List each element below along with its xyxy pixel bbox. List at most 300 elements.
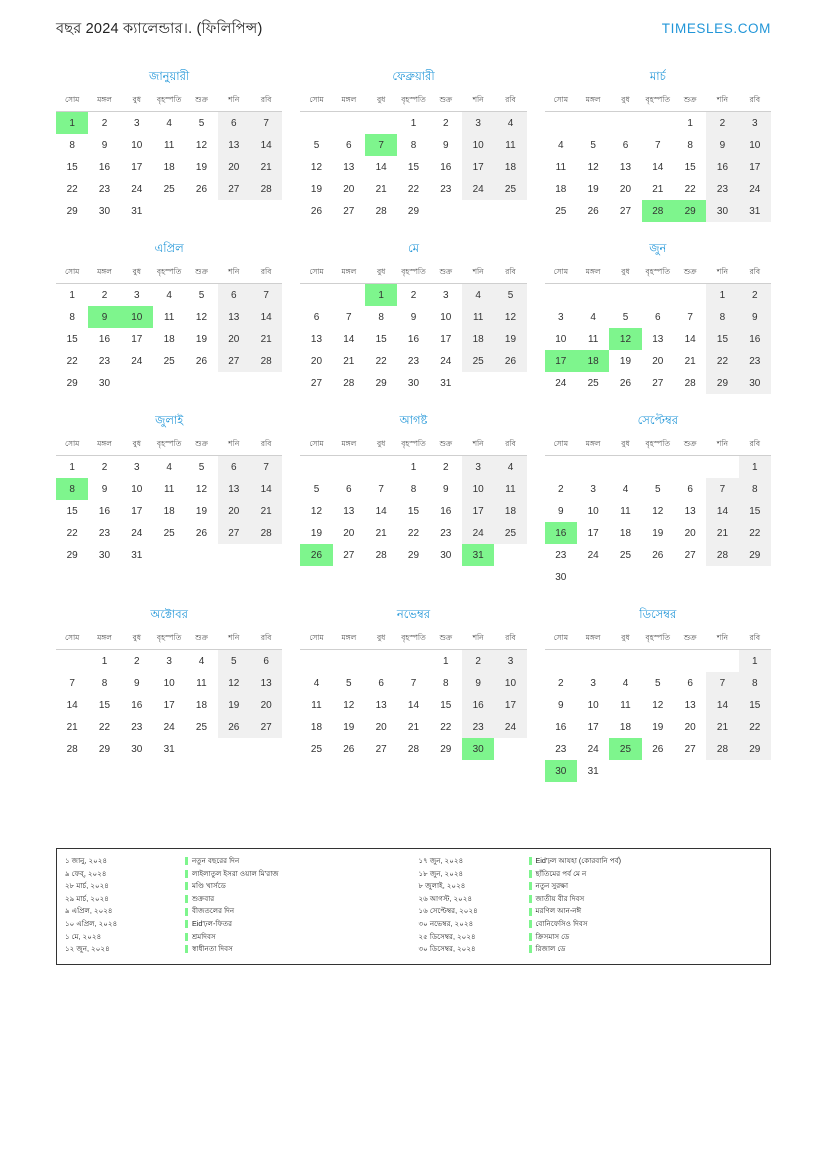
day-cell[interactable]: 6 — [346, 483, 352, 495]
day-cell-holiday[interactable]: 29 — [674, 200, 706, 222]
day-cell[interactable]: 7 — [378, 483, 384, 495]
day-cell[interactable]: 23 — [462, 716, 494, 738]
day-cell[interactable]: 20 — [343, 183, 355, 195]
day-cell[interactable]: 10 — [587, 699, 599, 711]
day-cell[interactable]: 5 — [655, 677, 661, 689]
day-cell[interactable]: 19 — [218, 694, 250, 716]
day-cell[interactable]: 26 — [619, 377, 632, 389]
day-cell[interactable]: 11 — [620, 699, 631, 711]
day-cell[interactable]: 3 — [590, 483, 596, 495]
day-cell[interactable]: 12 — [195, 311, 208, 323]
day-cell[interactable]: 28 — [375, 205, 387, 217]
day-cell[interactable]: 12 — [494, 306, 526, 328]
day-cell[interactable]: 24 — [587, 743, 599, 755]
day-cell[interactable]: 17 — [131, 333, 143, 345]
day-cell[interactable]: 25 — [587, 377, 599, 389]
day-cell[interactable]: 5 — [622, 311, 629, 323]
day-cell[interactable]: 26 — [310, 205, 323, 217]
day-cell[interactable]: 6 — [218, 284, 250, 307]
day-cell[interactable]: 7 — [250, 284, 282, 307]
day-cell[interactable]: 30 — [98, 205, 111, 217]
day-cell[interactable]: 14 — [66, 699, 78, 711]
day-cell[interactable]: 4 — [494, 456, 526, 479]
day-cell[interactable]: 4 — [622, 677, 629, 689]
day-cell[interactable]: 25 — [494, 178, 526, 200]
day-cell[interactable]: 3 — [166, 655, 172, 667]
day-cell[interactable]: 30 — [131, 743, 143, 755]
day-cell[interactable]: 29 — [739, 738, 771, 760]
day-cell[interactable]: 13 — [375, 699, 387, 711]
day-cell[interactable]: 15 — [407, 161, 420, 173]
day-cell[interactable]: 22 — [98, 721, 111, 733]
day-cell[interactable]: 15 — [66, 505, 78, 517]
day-cell[interactable]: 9 — [134, 677, 140, 689]
day-cell[interactable]: 9 — [101, 483, 108, 495]
day-cell[interactable]: 3 — [443, 289, 449, 301]
day-cell[interactable]: 21 — [375, 183, 387, 195]
day-cell[interactable]: 4 — [494, 112, 526, 135]
day-cell[interactable]: 18 — [195, 699, 208, 711]
day-cell[interactable]: 23 — [131, 721, 143, 733]
day-cell[interactable]: 1 — [410, 117, 417, 129]
day-cell[interactable]: 4 — [590, 311, 596, 323]
day-cell[interactable]: 13 — [250, 672, 282, 694]
day-cell[interactable]: 13 — [218, 478, 250, 500]
day-cell[interactable]: 27 — [343, 205, 355, 217]
day-cell[interactable]: 8 — [410, 483, 417, 495]
day-cell[interactable]: 7 — [69, 677, 75, 689]
day-cell-holiday[interactable]: 1 — [365, 284, 397, 307]
day-cell-holiday[interactable]: 31 — [462, 544, 494, 566]
day-cell[interactable]: 5 — [313, 483, 320, 495]
day-cell[interactable]: 20 — [218, 156, 250, 178]
day-cell[interactable]: 4 — [313, 677, 320, 689]
day-cell[interactable]: 16 — [462, 694, 494, 716]
day-cell[interactable]: 2 — [462, 650, 494, 673]
day-cell[interactable]: 20 — [310, 355, 323, 367]
day-cell[interactable]: 2 — [101, 461, 108, 473]
day-cell[interactable]: 24 — [587, 549, 599, 561]
day-cell[interactable]: 18 — [619, 721, 632, 733]
day-cell[interactable]: 19 — [343, 721, 355, 733]
day-cell[interactable]: 11 — [196, 677, 207, 689]
day-cell[interactable]: 20 — [218, 500, 250, 522]
day-cell[interactable]: 1 — [101, 655, 108, 667]
day-cell[interactable]: 6 — [655, 311, 661, 323]
day-cell-holiday[interactable]: 10 — [121, 306, 153, 328]
day-cell[interactable]: 15 — [66, 333, 78, 345]
day-cell[interactable]: 21 — [66, 721, 78, 733]
day-cell[interactable]: 13 — [684, 699, 696, 711]
day-cell[interactable]: 9 — [101, 139, 108, 151]
day-cell[interactable]: 31 — [587, 765, 599, 777]
day-cell[interactable]: 24 — [462, 178, 494, 200]
day-cell[interactable]: 1 — [410, 461, 417, 473]
day-cell-holiday[interactable]: 26 — [300, 544, 332, 566]
day-cell[interactable]: 8 — [739, 478, 771, 500]
day-cell[interactable]: 6 — [218, 112, 250, 135]
day-cell[interactable]: 23 — [407, 355, 420, 367]
day-cell[interactable]: 27 — [684, 549, 696, 561]
day-cell[interactable]: 16 — [98, 161, 111, 173]
day-cell[interactable]: 1 — [443, 655, 449, 667]
day-cell[interactable]: 9 — [706, 134, 738, 156]
day-cell[interactable]: 26 — [343, 743, 355, 755]
day-cell[interactable]: 13 — [684, 505, 696, 517]
day-cell[interactable]: 2 — [410, 289, 417, 301]
day-cell[interactable]: 30 — [706, 200, 738, 222]
day-cell[interactable]: 7 — [346, 311, 352, 323]
day-cell[interactable]: 12 — [310, 505, 323, 517]
day-cell[interactable]: 4 — [558, 139, 564, 151]
day-cell[interactable]: 3 — [590, 677, 596, 689]
day-cell[interactable]: 18 — [494, 156, 526, 178]
day-cell[interactable]: 2 — [706, 112, 738, 135]
day-cell[interactable]: 3 — [134, 461, 140, 473]
day-cell[interactable]: 23 — [739, 350, 771, 372]
day-cell[interactable]: 22 — [440, 721, 452, 733]
day-cell[interactable]: 23 — [555, 549, 567, 561]
day-cell[interactable]: 8 — [101, 677, 108, 689]
day-cell[interactable]: 3 — [134, 117, 140, 129]
day-cell[interactable]: 22 — [66, 355, 78, 367]
day-cell[interactable]: 7 — [250, 112, 282, 135]
day-cell[interactable]: 16 — [407, 333, 420, 345]
day-cell[interactable]: 26 — [652, 743, 664, 755]
day-cell[interactable]: 9 — [462, 672, 494, 694]
day-cell[interactable]: 15 — [706, 328, 738, 350]
day-cell[interactable]: 29 — [98, 743, 111, 755]
day-cell[interactable]: 7 — [410, 677, 417, 689]
day-cell[interactable]: 7 — [687, 311, 693, 323]
day-cell[interactable]: 17 — [462, 500, 494, 522]
day-cell[interactable]: 22 — [66, 183, 78, 195]
day-cell[interactable]: 23 — [555, 743, 567, 755]
day-cell[interactable]: 27 — [218, 522, 250, 544]
day-cell[interactable]: 30 — [440, 549, 452, 561]
day-cell[interactable]: 13 — [343, 161, 355, 173]
day-cell[interactable]: 3 — [494, 650, 526, 673]
day-cell[interactable]: 27 — [310, 377, 323, 389]
day-cell[interactable]: 6 — [687, 483, 693, 495]
day-cell[interactable]: 19 — [195, 505, 208, 517]
day-cell[interactable]: 5 — [494, 284, 526, 307]
day-cell[interactable]: 10 — [440, 311, 452, 323]
day-cell-holiday[interactable]: 18 — [577, 350, 609, 372]
day-cell[interactable]: 19 — [587, 183, 599, 195]
day-cell[interactable]: 29 — [440, 743, 452, 755]
day-cell[interactable]: 28 — [66, 743, 78, 755]
day-cell[interactable]: 2 — [101, 289, 108, 301]
day-cell[interactable]: 6 — [378, 677, 384, 689]
day-cell[interactable]: 4 — [462, 284, 494, 307]
day-cell[interactable]: 30 — [739, 372, 771, 394]
day-cell[interactable]: 24 — [494, 716, 526, 738]
day-cell[interactable]: 11 — [494, 478, 526, 500]
day-cell[interactable]: 13 — [218, 306, 250, 328]
day-cell-holiday[interactable]: 17 — [545, 350, 577, 372]
day-cell[interactable]: 12 — [195, 483, 208, 495]
day-cell[interactable]: 17 — [494, 694, 526, 716]
day-cell[interactable]: 1 — [739, 456, 771, 479]
day-cell[interactable]: 22 — [66, 527, 78, 539]
day-cell[interactable]: 4 — [198, 655, 205, 667]
day-cell[interactable]: 28 — [407, 743, 420, 755]
day-cell[interactable]: 21 — [407, 721, 420, 733]
day-cell[interactable]: 19 — [652, 527, 664, 539]
day-cell[interactable]: 4 — [166, 289, 172, 301]
day-cell[interactable]: 28 — [250, 350, 282, 372]
day-cell[interactable]: 12 — [587, 161, 599, 173]
day-cell[interactable]: 2 — [558, 483, 564, 495]
day-cell[interactable]: 11 — [311, 699, 322, 711]
day-cell[interactable]: 29 — [706, 372, 738, 394]
day-cell[interactable]: 23 — [706, 178, 738, 200]
day-cell[interactable]: 28 — [375, 549, 387, 561]
day-cell[interactable]: 18 — [619, 527, 632, 539]
day-cell[interactable]: 24 — [440, 355, 452, 367]
day-cell[interactable]: 23 — [98, 355, 111, 367]
day-cell[interactable]: 30 — [407, 377, 420, 389]
day-cell[interactable]: 14 — [250, 306, 282, 328]
day-cell[interactable]: 6 — [313, 311, 320, 323]
day-cell[interactable]: 23 — [440, 527, 452, 539]
day-cell[interactable]: 20 — [684, 527, 696, 539]
day-cell[interactable]: 10 — [587, 505, 599, 517]
day-cell[interactable]: 21 — [250, 500, 282, 522]
day-cell-holiday[interactable]: 8 — [56, 478, 88, 500]
day-cell[interactable]: 29 — [375, 377, 387, 389]
day-cell[interactable]: 14 — [407, 699, 420, 711]
day-cell[interactable]: 17 — [131, 505, 143, 517]
day-cell[interactable]: 15 — [739, 694, 771, 716]
day-cell[interactable]: 20 — [619, 183, 632, 195]
day-cell[interactable]: 19 — [494, 328, 526, 350]
day-cell[interactable]: 22 — [706, 350, 738, 372]
day-cell[interactable]: 3 — [462, 112, 494, 135]
day-cell[interactable]: 18 — [163, 161, 175, 173]
day-cell[interactable]: 7 — [250, 456, 282, 479]
day-cell[interactable]: 3 — [134, 289, 140, 301]
day-cell[interactable]: 12 — [218, 672, 250, 694]
day-cell[interactable]: 20 — [250, 694, 282, 716]
day-cell[interactable]: 15 — [440, 699, 452, 711]
day-cell[interactable]: 26 — [494, 350, 526, 372]
day-cell[interactable]: 25 — [195, 721, 208, 733]
day-cell[interactable]: 21 — [706, 716, 738, 738]
day-cell[interactable]: 8 — [739, 672, 771, 694]
day-cell[interactable]: 9 — [558, 505, 564, 517]
day-cell[interactable]: 16 — [739, 328, 771, 350]
day-cell[interactable]: 18 — [555, 183, 567, 195]
day-cell[interactable]: 23 — [98, 527, 111, 539]
day-cell[interactable]: 25 — [555, 205, 567, 217]
day-cell[interactable]: 28 — [706, 738, 738, 760]
day-cell[interactable]: 17 — [131, 161, 143, 173]
day-cell[interactable]: 11 — [587, 333, 599, 345]
day-cell[interactable]: 14 — [250, 134, 282, 156]
day-cell[interactable]: 25 — [310, 743, 323, 755]
day-cell[interactable]: 10 — [131, 483, 143, 495]
day-cell[interactable]: 27 — [343, 549, 355, 561]
day-cell[interactable]: 24 — [163, 721, 175, 733]
day-cell[interactable]: 25 — [163, 183, 175, 195]
day-cell[interactable]: 22 — [739, 716, 771, 738]
day-cell[interactable]: 14 — [652, 161, 664, 173]
day-cell[interactable]: 21 — [250, 156, 282, 178]
day-cell[interactable]: 15 — [375, 333, 387, 345]
day-cell[interactable]: 19 — [310, 183, 323, 195]
day-cell[interactable]: 13 — [343, 505, 355, 517]
day-cell[interactable]: 16 — [440, 505, 452, 517]
day-cell[interactable]: 18 — [310, 721, 323, 733]
day-cell[interactable]: 2 — [134, 655, 140, 667]
day-cell[interactable]: 7 — [706, 478, 738, 500]
day-cell[interactable]: 3 — [462, 456, 494, 479]
day-cell[interactable]: 20 — [343, 527, 355, 539]
day-cell[interactable]: 31 — [440, 377, 452, 389]
day-cell[interactable]: 25 — [163, 527, 175, 539]
day-cell[interactable]: 15 — [684, 161, 696, 173]
day-cell[interactable]: 17 — [587, 721, 599, 733]
day-cell[interactable]: 14 — [684, 333, 696, 345]
day-cell[interactable]: 15 — [98, 699, 111, 711]
day-cell[interactable]: 24 — [131, 355, 143, 367]
day-cell[interactable]: 17 — [163, 699, 175, 711]
day-cell[interactable]: 5 — [590, 139, 596, 151]
day-cell[interactable]: 27 — [218, 178, 250, 200]
day-cell[interactable]: 16 — [706, 156, 738, 178]
day-cell[interactable]: 4 — [166, 461, 172, 473]
day-cell[interactable]: 11 — [163, 311, 175, 323]
day-cell-holiday[interactable]: 16 — [545, 522, 577, 544]
day-cell[interactable]: 13 — [218, 134, 250, 156]
day-cell[interactable]: 20 — [375, 721, 387, 733]
day-cell[interactable]: 22 — [407, 527, 420, 539]
day-cell[interactable]: 11 — [620, 505, 631, 517]
day-cell[interactable]: 16 — [440, 161, 452, 173]
day-cell[interactable]: 1 — [687, 117, 693, 129]
day-cell[interactable]: 5 — [198, 461, 205, 473]
day-cell[interactable]: 26 — [218, 716, 250, 738]
day-cell[interactable]: 21 — [652, 183, 664, 195]
day-cell[interactable]: 20 — [652, 355, 664, 367]
day-cell[interactable]: 6 — [687, 677, 693, 689]
day-cell[interactable]: 13 — [310, 333, 323, 345]
day-cell[interactable]: 2 — [558, 677, 564, 689]
day-cell[interactable]: 12 — [652, 505, 664, 517]
day-cell[interactable]: 27 — [684, 743, 696, 755]
day-cell[interactable]: 20 — [218, 328, 250, 350]
day-cell[interactable]: 29 — [66, 205, 78, 217]
day-cell[interactable]: 8 — [410, 139, 417, 151]
day-cell[interactable]: 1 — [69, 461, 75, 473]
day-cell[interactable]: 4 — [166, 117, 172, 129]
day-cell[interactable]: 14 — [706, 694, 738, 716]
day-cell[interactable]: 27 — [375, 743, 387, 755]
day-cell[interactable]: 21 — [343, 355, 355, 367]
day-cell[interactable]: 5 — [346, 677, 352, 689]
day-cell[interactable]: 31 — [131, 205, 143, 217]
day-cell[interactable]: 23 — [440, 183, 452, 195]
day-cell[interactable]: 5 — [198, 289, 205, 301]
brand-link[interactable]: TIMESLES.COM — [661, 21, 771, 36]
day-cell[interactable]: 28 — [684, 377, 696, 389]
day-cell[interactable]: 21 — [706, 522, 738, 544]
day-cell[interactable]: 5 — [198, 117, 205, 129]
day-cell[interactable]: 10 — [131, 139, 143, 151]
day-cell[interactable]: 24 — [462, 522, 494, 544]
day-cell[interactable]: 19 — [195, 333, 208, 345]
day-cell[interactable]: 15 — [407, 505, 420, 517]
day-cell[interactable]: 11 — [462, 306, 494, 328]
day-cell[interactable]: 12 — [652, 699, 664, 711]
day-cell[interactable]: 26 — [652, 549, 664, 561]
day-cell-holiday[interactable]: 30 — [545, 760, 577, 782]
day-cell[interactable]: 29 — [739, 544, 771, 566]
day-cell[interactable]: 10 — [462, 134, 494, 156]
day-cell[interactable]: 9 — [558, 699, 564, 711]
day-cell[interactable]: 8 — [443, 677, 449, 689]
day-cell[interactable]: 11 — [163, 139, 175, 151]
day-cell[interactable]: 30 — [555, 571, 567, 583]
day-cell[interactable]: 11 — [555, 161, 567, 173]
day-cell-holiday[interactable]: 12 — [609, 328, 641, 350]
day-cell[interactable]: 19 — [195, 161, 208, 173]
day-cell[interactable]: 22 — [739, 522, 771, 544]
day-cell[interactable]: 8 — [687, 139, 693, 151]
day-cell[interactable]: 19 — [310, 527, 323, 539]
day-cell[interactable]: 24 — [555, 377, 567, 389]
day-cell[interactable]: 12 — [310, 161, 323, 173]
day-cell[interactable]: 16 — [131, 699, 143, 711]
day-cell[interactable]: 31 — [739, 200, 771, 222]
day-cell[interactable]: 27 — [619, 205, 632, 217]
day-cell[interactable]: 25 — [462, 350, 494, 372]
day-cell[interactable]: 16 — [555, 721, 567, 733]
day-cell[interactable]: 28 — [250, 522, 282, 544]
day-cell[interactable]: 15 — [66, 161, 78, 173]
day-cell[interactable]: 8 — [69, 311, 75, 323]
day-cell[interactable]: 7 — [706, 672, 738, 694]
day-cell[interactable]: 25 — [163, 355, 175, 367]
day-cell[interactable]: 10 — [494, 672, 526, 694]
day-cell[interactable]: 27 — [652, 377, 664, 389]
day-cell[interactable]: 30 — [98, 549, 111, 561]
day-cell[interactable]: 21 — [250, 328, 282, 350]
day-cell-holiday[interactable]: 25 — [609, 738, 641, 760]
day-cell[interactable]: 19 — [652, 721, 664, 733]
day-cell[interactable]: 25 — [494, 522, 526, 544]
day-cell[interactable]: 21 — [375, 527, 387, 539]
day-cell[interactable]: 14 — [375, 161, 387, 173]
day-cell[interactable]: 13 — [619, 161, 632, 173]
day-cell[interactable]: 22 — [375, 355, 387, 367]
day-cell[interactable]: 27 — [218, 350, 250, 372]
day-cell[interactable]: 26 — [195, 183, 208, 195]
day-cell[interactable]: 31 — [163, 743, 175, 755]
day-cell[interactable]: 17 — [440, 333, 452, 345]
day-cell[interactable]: 2 — [101, 117, 108, 129]
day-cell[interactable]: 29 — [407, 549, 420, 561]
day-cell[interactable]: 10 — [163, 677, 175, 689]
day-cell[interactable]: 8 — [69, 139, 75, 151]
day-cell[interactable]: 6 — [250, 650, 282, 673]
day-cell-holiday[interactable]: 7 — [365, 134, 397, 156]
day-cell[interactable]: 12 — [343, 699, 355, 711]
day-cell[interactable]: 15 — [739, 500, 771, 522]
day-cell-holiday[interactable]: 9 — [88, 306, 120, 328]
